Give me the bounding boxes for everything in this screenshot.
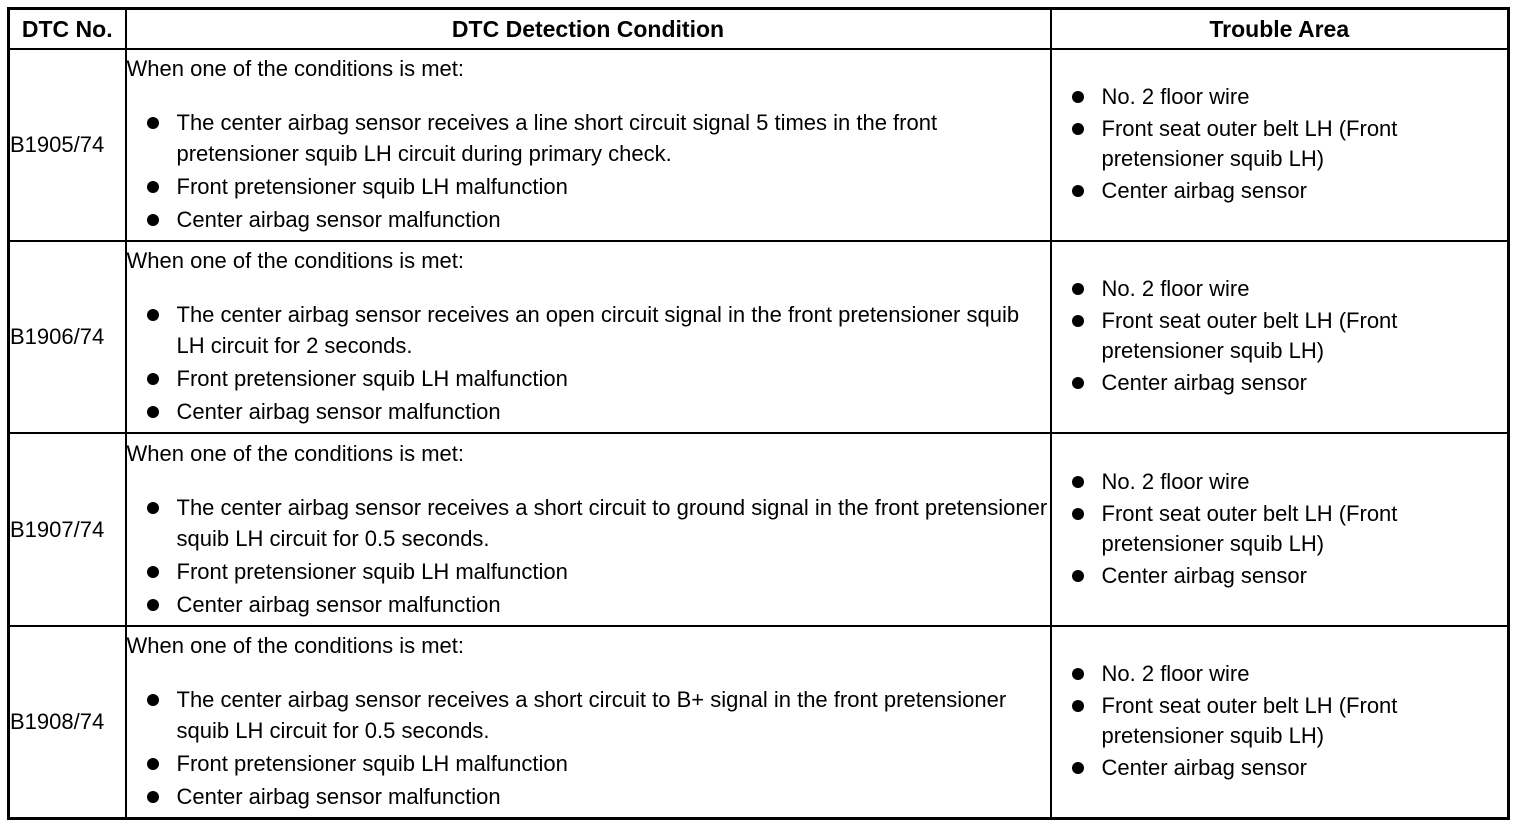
trouble-area-item: Center airbag sensor [1052,176,1508,206]
condition-intro: When one of the conditions is met: [126,632,465,658]
trouble-area-cell [1051,49,1509,241]
header-condition: DTC Detection Condition [126,9,1051,50]
condition-item: Center airbag sensor malfunction [127,396,1050,427]
table-row [9,433,1509,625]
trouble-area-cell [1051,626,1509,819]
header-trouble-area: Trouble Area [1051,9,1509,50]
condition-item: The center airbag sensor receives a short circuit to ground signal in the front pretensioner squib LH circuit for 0.5 seconds. [127,492,1050,554]
condition-intro: When one of the conditions is met: [126,248,465,274]
condition-list [127,107,1050,235]
trouble-area-item: No. 2 floor wire [1052,82,1508,112]
condition-item: Front pretensioner squib LH malfunction [127,363,1050,394]
trouble-area-item: Center airbag sensor [1052,368,1508,398]
condition-item: The center airbag sensor receives a short circuit to B+ signal in the front pretensioner squib LH circuit for 0.5 seconds. [127,684,1050,746]
condition-item: Front pretensioner squib LH malfunction [127,748,1050,779]
trouble-area-item: Center airbag sensor [1052,753,1508,783]
trouble-area-item: Front seat outer belt LH (Front pretensioner squib LH) [1052,114,1508,174]
detection-condition-cell [126,49,1051,241]
detection-condition-cell [126,241,1051,433]
trouble-area-list [1052,467,1508,591]
trouble-area-item: No. 2 floor wire [1052,467,1508,497]
condition-item: Center airbag sensor malfunction [127,204,1050,235]
condition-list [127,684,1050,812]
condition-intro: When one of the conditions is met: [126,440,465,466]
condition-item: Center airbag sensor malfunction [127,589,1050,620]
trouble-area-item: Front seat outer belt LH (Front pretensioner squib LH) [1052,306,1508,366]
dtc-code: B1908/74 [9,626,126,819]
condition-item: The center airbag sensor receives a line short circuit signal 5 times in the front pretensioner squib LH circuit during primary check. [127,107,1050,169]
table-row [9,241,1509,433]
detection-condition-cell [126,626,1051,819]
condition-list [127,492,1050,620]
dtc-code: B1907/74 [9,433,126,625]
condition-item: Front pretensioner squib LH malfunction [127,556,1050,587]
trouble-area-cell [1051,433,1509,625]
dtc-code: B1906/74 [9,241,126,433]
condition-intro: When one of the conditions is met: [126,56,465,82]
dtc-code: B1905/74 [9,49,126,241]
table-row [9,49,1509,241]
trouble-area-list [1052,82,1508,206]
trouble-area-item: Center airbag sensor [1052,561,1508,591]
trouble-area-item: No. 2 floor wire [1052,274,1508,304]
trouble-area-item: No. 2 floor wire [1052,659,1508,689]
trouble-area-item: Front seat outer belt LH (Front pretensioner squib LH) [1052,499,1508,559]
header-row [9,9,1509,50]
detection-condition-cell [126,433,1051,625]
condition-item: Center airbag sensor malfunction [127,781,1050,812]
trouble-area-item: Front seat outer belt LH (Front pretensioner squib LH) [1052,691,1508,751]
condition-item: Front pretensioner squib LH malfunction [127,171,1050,202]
trouble-area-list [1052,659,1508,783]
trouble-area-list [1052,274,1508,398]
dtc-table [7,7,1510,820]
condition-item: The center airbag sensor receives an open circuit signal in the front pretensioner squib LH circuit for 2 seconds. [127,299,1050,361]
header-dtc-no: DTC No. [9,9,126,50]
table-row [9,626,1509,819]
trouble-area-cell [1051,241,1509,433]
condition-list [127,299,1050,427]
